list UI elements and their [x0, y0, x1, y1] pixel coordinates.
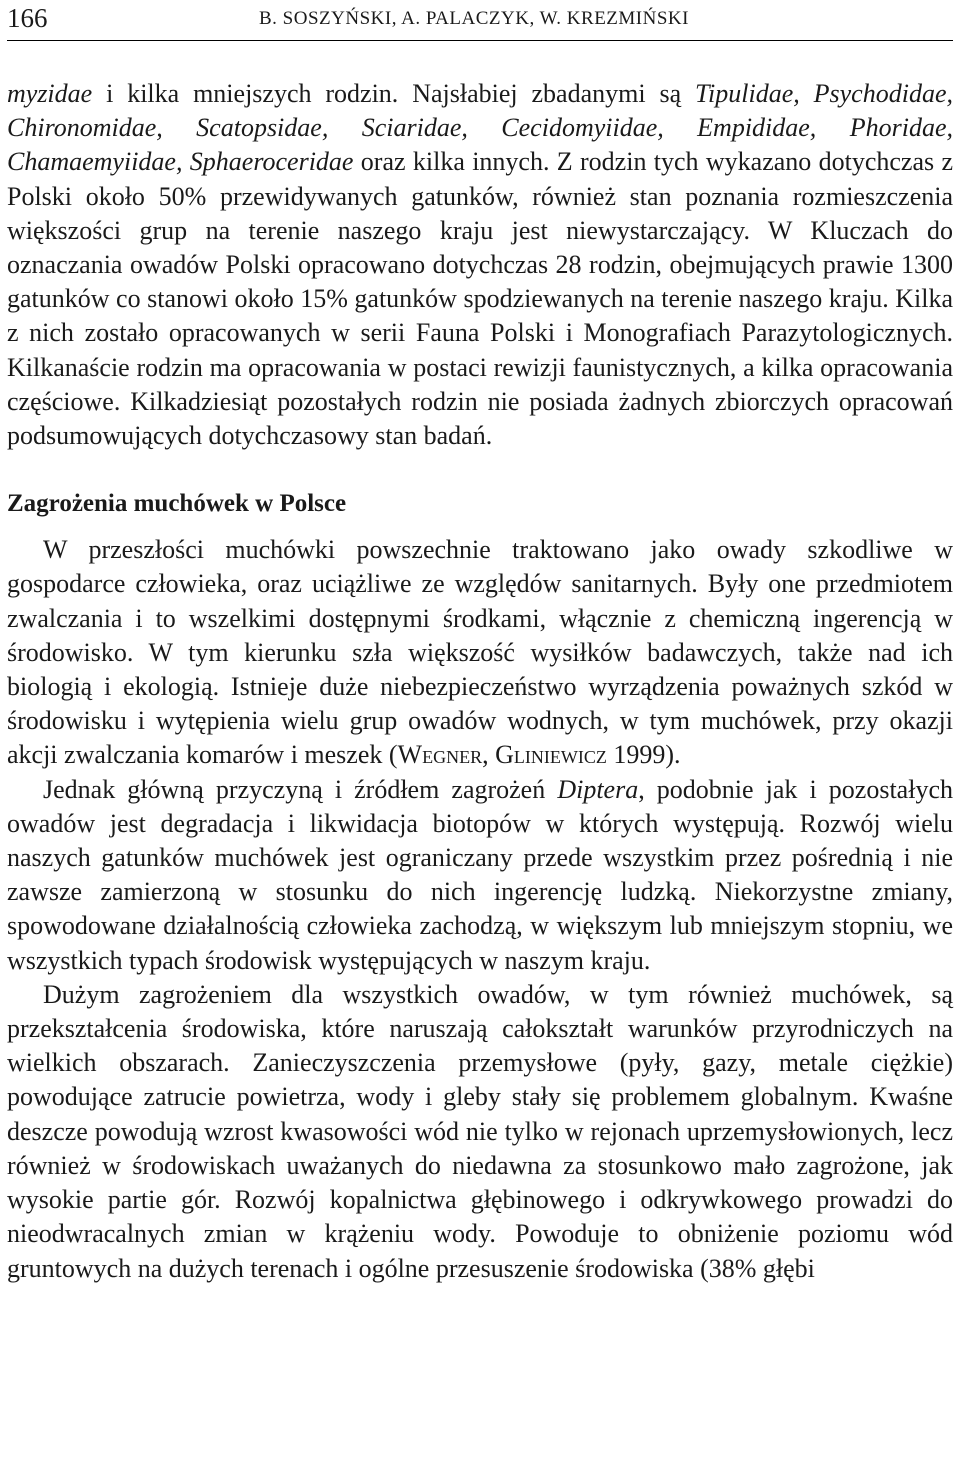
family-name-italic: myzidae — [7, 79, 93, 108]
paragraph-text: , podobnie jak i pozostałych owadów jest degradacja i likwidacja biotopów w których występują. Rozwój wielu naszych gatunków muchówek jest ograniczany przede wszystkim przez pośrednią i nie zawsze zamierzoną w stosunku do nich ingerencję ludzką. Niekorzystne zmiany, spowodowane działalnością człowieka zachodzą, w większym lub mniejszym stopniu, we wszystkich typach środowisk występujących w naszym kraju. — [7, 774, 953, 975]
citation-year: 1999). — [606, 740, 681, 770]
page-number: 166 — [7, 3, 48, 33]
paragraph-text: Jednak główną przyczyną i źródłem zagrożeń — [43, 774, 558, 804]
document-page — [7, 0, 953, 1286]
taxon-italic: Diptera — [557, 774, 639, 804]
running-header — [7, 0, 953, 41]
paragraph — [7, 978, 953, 1286]
citation-author: Gliniewicz — [495, 740, 607, 770]
paragraph — [7, 773, 953, 978]
family-names-italic: Tipulidae, Psychodidae, Chironomidae, Scatopsidae, Sciaridae, Cecidomyiidae, Empididae, Phoridae, Chamaemyiidae, Sphaeroceridae — [7, 79, 953, 177]
section-heading: Zagrożenia muchówek w Polsce — [7, 490, 347, 518]
paragraph — [7, 533, 953, 772]
citation-separator: , — [482, 740, 496, 770]
citation-author: Wegner — [397, 740, 483, 770]
article-body — [7, 77, 953, 1286]
paragraph-text: oraz kilka innych. Z rodzin tych wykazano dotychczas z Polski około 50% przewidywanych gatunków, również stan poznania rozmieszczenia większości grup na terenie naszego kraju jest niewystarczający. W Kluczach do oznaczania owadów Polski opracowano dotychczas 28 rodzin, obejmujących prawie 1300 gatunków co stanowi około 15% gatunków spodziewanych na terenie naszego kraju. Kilka z nich zostało opracowanych w serii Fauna Polski i Monografiach Parazytologicznych. Kilkanaście rodzin ma opracowania w postaci rewizji faunistycznych, a kilka opracowania częściowe. Kilkadziesiąt pozostałych rodzin nie posiada żadnych zbiorczych opracowań podsumowujących dotychczasowy stan badań. — [7, 147, 954, 451]
paragraph-text: W przeszłości muchówki powszechnie traktowano jako owady szkodliwe w gospodarce człowieka, oraz uciążliwe ze względów sanitarnych. Były one przedmiotem zwalczania i to wszelkimi dostępnymi środkami, włącznie z chemiczną ingerencją w środowisko. W tym kierunku szła większość wysiłków badawczych, także nad ich biologią i ekologią. Istnieje duże niebezpieczeństwo wyrządzenia poważnych szkód w środowisku i wytępienia wielu grup owadów wodnych, w tym muchówek, przy okazji akcji zwalczania komarów i meszek ( — [7, 535, 953, 770]
paragraph-text: Dużym zagrożeniem dla wszystkich owadów, w tym również muchówek, są przekształcenia środowiska, które naruszają całokształt warunków przyrodniczych na wielkich obszarach. Zanieczyszczenia przemysłowe (pyły, gazy, metale ciężkie) powodujące zatrucie powietrza, wody i gleby stały się problemem globalnym. Kwaśne deszcze powodują wzrost kwasowości wód nie tylko w rejonach uprzemysłowionych, lecz również w środowiskach uważanych do niedawna za stosunkowo mało zagrożone, jak wysokie partie gór. Rozwój kopalnictwa głębinowego i odkrywkowego prowadzi do nieodwracalnych zmian w krążeniu wody. Powoduje to obniżenie poziomu wód gruntowych na dużych terenach i ogólne przesuszenie środowiska (38% głębi — [7, 979, 953, 1283]
continued-paragraph — [7, 77, 953, 453]
paragraph-text: i kilka mniejszych rodzin. Najsłabiej zbadanymi są — [92, 79, 696, 108]
running-header-authors: B. SOSZYŃSKI, A. PALACZYK, W. KREZMIŃSKI — [259, 8, 689, 29]
